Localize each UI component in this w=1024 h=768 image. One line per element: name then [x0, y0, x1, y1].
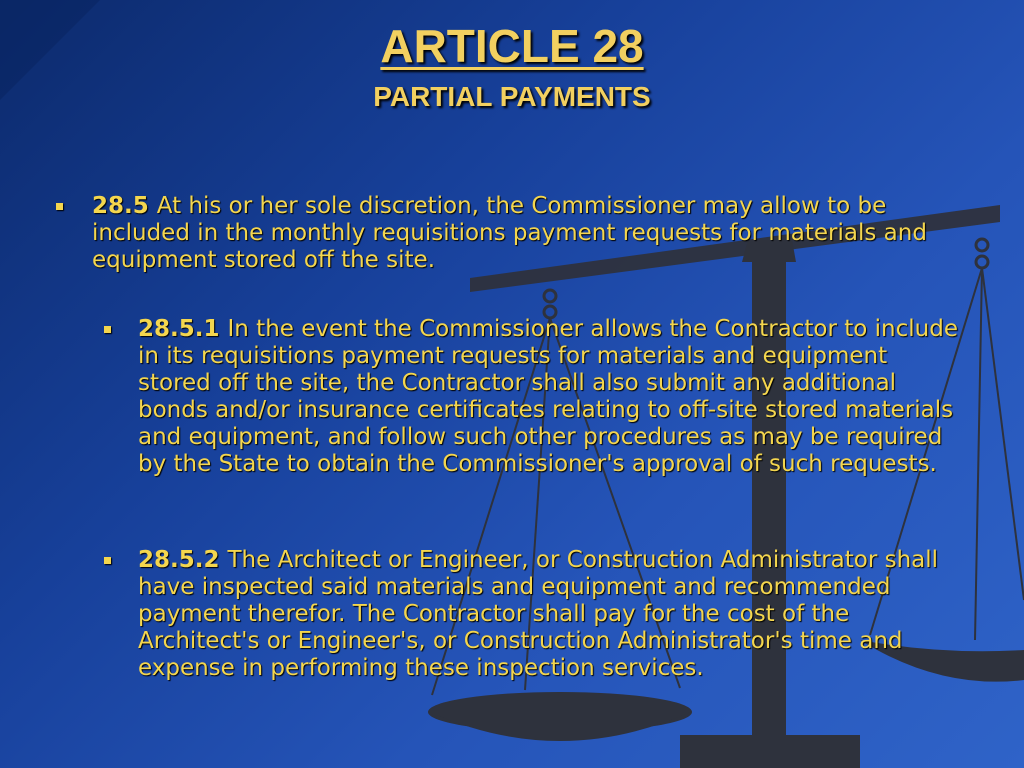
slide-subtitle: PARTIAL PAYMENTS [373, 81, 651, 112]
bullet-square-icon [104, 557, 111, 564]
bullet-text [138, 316, 958, 478]
bullet-square-icon [104, 326, 111, 333]
bullet-square-icon [56, 203, 63, 210]
item-text: The Architect or Engineer, or Construction Administrator shall have inspected said materials and equipment and recommended payment therefor. The Contractor shall pay for the cost of the Architect's or Engineer's, or Construction Administrator's time and expense in performing these inspection services. [138, 547, 939, 681]
item-number: 28.5.2 [138, 547, 220, 573]
bullet-text [138, 547, 964, 682]
item-number: 28.5.1 [138, 316, 220, 342]
item-number: 28.5 [92, 193, 149, 219]
item-text: At his or her sole discretion, the Commissioner may allow to be included in the monthly requisitions payment requests for materials and equipment stored off the site. [92, 193, 927, 273]
bullet-text [92, 193, 972, 274]
item-text: In the event the Commissioner allows the Contractor to include in its requisitions payment requests for materials and equipment stored off the site, the Contractor shall also submit any additional bonds and/or insurance certificates relating to off-site stored materials and equipment, and follow such other procedures as may be required by the State to obtain the Commissioner's approval of such requests. [138, 316, 958, 477]
slide-title: ARTICLE 28 [380, 20, 644, 72]
